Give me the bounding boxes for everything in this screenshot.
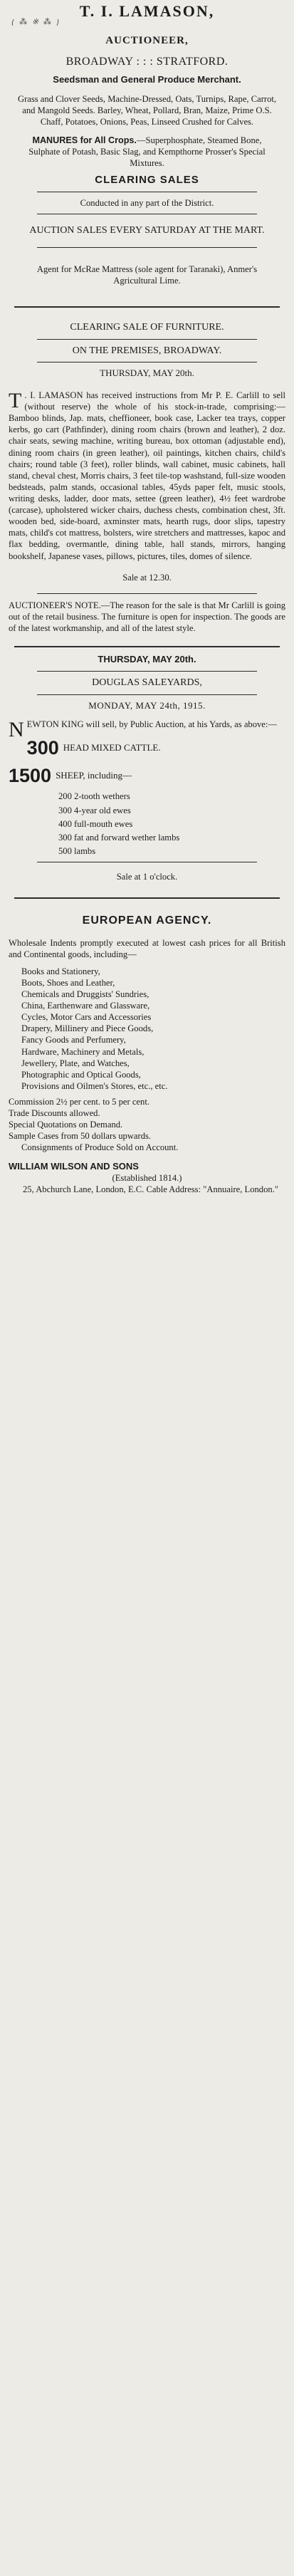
divider [37,694,257,695]
clearing-sales-heading: CLEARING SALES [95,174,199,187]
manures-label: MANURES for All Crops. [32,135,137,145]
saleyards-heading: DOUGLAS SALEYARDS, [92,677,202,688]
agency-address: 25, Abchurch Lane, London, E.C. Cable Address: "Annuaire, London." [23,1184,278,1195]
divider [37,339,257,340]
divider [37,362,257,363]
agency-intro: Wholesale Indents promptly executed at lowest cash prices for all British and Continental goods, including— [9,937,285,959]
manures-paragraph [16,135,278,169]
premises-heading: ON THE PREMISES, BROADWAY. [72,345,222,356]
european-agency-advert [9,905,285,1195]
agency-goods-item: Chemicals and Druggists' Sundries, [21,989,149,1000]
agency-goods-item: Jewellery, Plate, and Watches, [21,1058,130,1068]
agency-goods-item: Books and Stationery, [21,966,100,976]
auctioneer-note [9,600,285,634]
sheep-list [58,791,285,857]
agency-quotations: Special Quotations on Demand. [9,1120,123,1130]
agency-consignments: Consignments of Produce Sold on Account. [21,1142,179,1153]
sheep-item: 200 2-tooth wethers [58,791,130,802]
cattle-lot [27,736,285,761]
furniture-sale-heading: CLEARING SALE OF FURNITURE. [70,321,224,333]
ornament-flourish: { ⁂ ※ ⁂ } [11,18,61,27]
divider [37,247,257,248]
advertiser-location: BROADWAY : : : STRATFORD. [65,56,229,68]
saleyards-date-header: THURSDAY, MAY 20th. [98,654,196,665]
saleyards-intro [9,718,285,742]
furniture-sale-text: . I. LAMASON has received instructions from Mr P. E. Carlill to sell (without reserve) the whole of his stock-in-trade, comprising:— Bamboo blinds, Jap. mats, cheffioneer, book case, Lacker tea trays, copper kerbs, go cart (Pathfinder), dining room chairs (brown and leather), 2 doz. chair seats, sewing machine, writing bureau, box ottoman (adjustable end), dining room chairs (in green leather), oil paintings, kitchen chairs, child's chairs; round table (3 feet), roller blinds, wall cabinet, music cabinets, hall stand, cheval chest, Morris chairs, 3 feet tile-top washstand, full-size wooden bedsteads, palm stands, occasional tables, 45yds paper felt, music stools, writing desks, ladder, door mats, settee (green leather), 4½ feet wardrobe (carcase), upholstered wicker chairs, duchess chests, combination chest, 3ft. wooden bed, side-board, axminster mats, hearth rugs, door slips, tapestry mats, child's cot mattress, bolsters, wire stretchers and mattresses, kapoc and flax bedding, overmantle, dining table, hall stands, mirrors, hanging bookshelf, Japanese vases, pillows, pictures, tiles, domes of silence. [9,390,285,561]
sheep-item: 500 lambs [58,845,96,856]
agency-goods-item: Provisions and Oilmen's Stores, etc., etc. [21,1080,168,1091]
agency-goods-item: Hardware, Machinery and Metals, [21,1046,145,1057]
agency-samples: Sample Cases from 50 dollars upwards. [9,1131,152,1142]
cattle-label: HEAD MIXED CATTLE. [63,742,161,753]
section-divider [14,897,280,899]
agency-goods-item: Cycles, Motor Cars and Accessories [21,1012,152,1023]
business-description: Seedsman and General Produce Merchant. [53,73,241,85]
agency-established: (Established 1814.) [112,1173,182,1184]
agency-discounts: Trade Discounts allowed. [9,1108,100,1119]
agency-commission: Commission 2½ per cent. to 5 per cent. [9,1097,149,1107]
sheep-label: SHEEP, including— [56,769,132,781]
advertiser-role: AUCTIONEER, [105,35,189,47]
agency-goods-item: Fancy Goods and Perfumery, [21,1035,126,1045]
sheep-count: 1500 [9,764,52,786]
furniture-sale-time: Sale at 12.30. [122,572,172,583]
section-divider [14,646,280,647]
auctioneer-note-label: AUCTIONEER'S NOTE. [9,600,101,610]
saleyards-date: MONDAY, MAY 24th, 1915. [88,699,206,711]
manures-text: —Superphosphate, Steamed Bone, Sulphate of Potash, Basic Slag, and Kempthorne Prosser's Special Mixtures. [28,135,266,169]
seeds-list: Grass and Clover Seeds, Machine-Dressed, Oats, Turnips, Rape, Carrot, and Mangold Seeds. Barley, Wheat, Pollard, Bran, Maize, Prime O.S. Chaff, Potatoes, Onions, Peas, Linseed Crushed for Calves. [17,93,277,127]
agency-goods-list [9,966,285,1092]
divider [37,593,257,594]
furniture-sale-date: THURSDAY, MAY 20th. [100,367,194,379]
furniture-sale-body [9,390,285,562]
sheep-lot [9,763,285,788]
section-divider [14,306,280,308]
auctioneer-note-text: —The reason for the sale is that Mr Carlill is going out of the retail business. The furniture is open for inspection. The goods are of the latest workmanship, and all of the latest style. [9,600,285,633]
cattle-count: 300 [26,737,59,759]
agency-goods-item: Drapery, Millinery and Piece Goods, [21,1023,154,1034]
douglas-saleyards-advert [9,654,285,891]
sheep-item: 300 4-year old ewes [58,805,131,815]
clearing-sales-text: Conducted in any part of the District. [80,198,214,209]
agent-notice: Agent for McRae Mattress (sole agent for Taranaki), Anmer's Agricultural Lime. [36,264,258,286]
agency-goods-item: China, Earthenware and Glassware, [21,1001,150,1011]
agency-goods-item: Boots, Shoes and Leather, [21,977,115,988]
newspaper-column [9,0,285,1195]
auction-sales-heading: AUCTION SALES EVERY SATURDAY AT THE MART. [29,225,265,236]
agency-heading: EUROPEAN AGENCY. [82,914,212,927]
sheep-item: 300 fat and forward wether lambs [58,832,180,843]
sheep-item: 400 full-mouth ewes [58,818,133,829]
advertiser-title: T. I. LAMASON, [79,2,215,20]
agency-firm-name: WILLIAM WILSON AND SONS [9,1160,139,1172]
furniture-sale-advert [9,314,285,640]
lamason-advert [9,1,285,300]
saleyards-intro-text: EWTON KING will sell, by Public Auction, at his Yards, as above:— [26,719,277,730]
drop-cap: T [9,389,22,413]
saleyards-time: Sale at 1 o'clock. [116,872,178,882]
divider [37,671,257,672]
agency-goods-item: Photographic and Optical Goods, [21,1069,141,1080]
drop-cap: N [9,718,24,742]
